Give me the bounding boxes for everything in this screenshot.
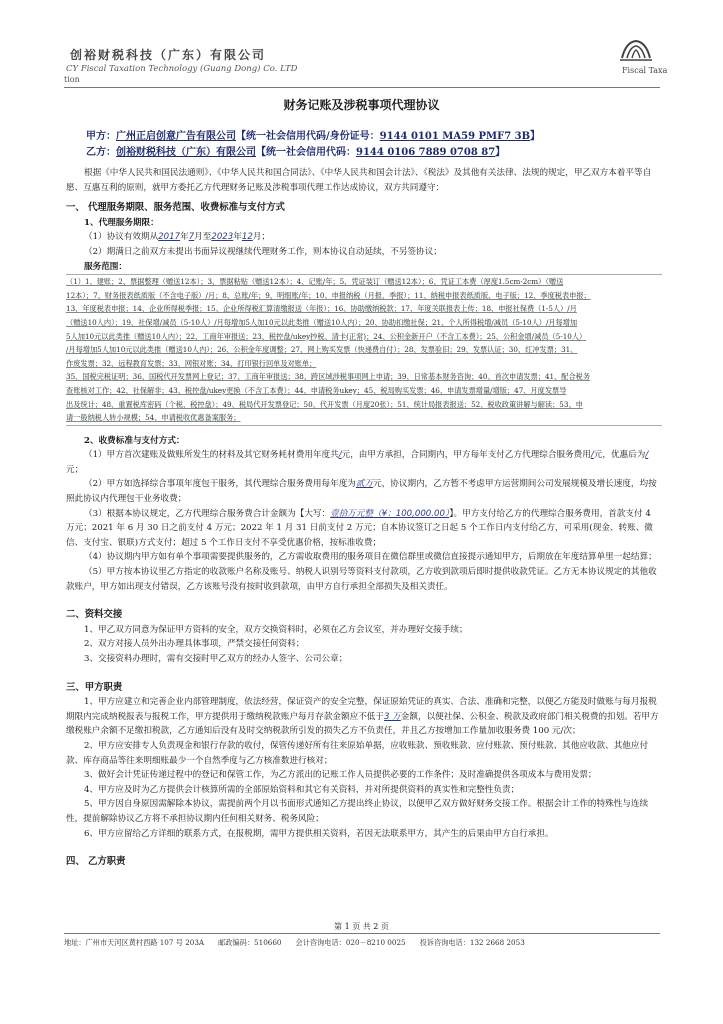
scope-line: 5人加10元以此类推（赠送10人内）；22、工商年审报送；23、税控盘/ukey抄税、清卡(正常)；24、公积金新开户（不含工本费）；25、公积金增/减员（5-10人） <box>66 331 587 341</box>
footer-divider <box>64 933 660 934</box>
annual-fee: 贰万 <box>355 479 374 490</box>
party-a-credit-label: 【统一社会信用代码/身份证号： <box>236 131 380 142</box>
footer <box>64 938 539 948</box>
party-b-credit-end: 】 <box>495 147 506 158</box>
scope-line: /月每增加5人加10元以此类推（赠送10人内）；26、公积金年度调整；27、网上购买发票（快递费自付）；28、发票验旧；29、发票认证；30、红冲发票；31、 <box>66 345 578 355</box>
fiscal-taxation-logo-icon <box>616 38 656 64</box>
footer-complaint-phone: 投诉咨询电话：132 2668 2053 <box>419 938 525 947</box>
party-a-duty: 5、甲方因自身原因需解除本协议，需提前两个月以书面形式通知乙方提出终止协议，以便甲乙双方做好财务交接工作。根据会计工作的特殊性与连续性，提前解除协议乙方将不承担协议期内任何相关财务、税务风险； <box>66 799 649 824</box>
header-company-en: CY Fiscal Taxation Technology (Guang Dong) Co. LTD <box>66 64 298 74</box>
scope-line: （1）1、建账；2、票据整理（赠送12本）；3、票据粘贴（赠送12本）；4、记账/年；5、凭证装订（赠送12本）；6、凭证工本费（厚度1.5cm-2cm）（赠送 <box>66 277 564 287</box>
party-a-label: 甲方： <box>86 131 116 142</box>
party-a-credit-end: 】 <box>530 131 541 142</box>
section-1-title: 一、 代理服务期限、服务范围、收费标准与支付方式 <box>66 202 285 214</box>
scope-line: 作废发票；32、远程教育发票；33、网银对账；34、打印银行回单及对账单； <box>66 358 317 368</box>
party-b-name: 创裕财税科技（广东）有限公司 <box>116 147 256 158</box>
section-2-title: 二、资料交接 <box>66 609 123 621</box>
term-line-1: （1）协议有效期从2017年7月至2023年12月； <box>84 232 270 243</box>
scope-line: （赠送10人内）；19、社保增/减员（5-10人）/月每增加5人加10元以此类推（赠送10人内）；20、协助扣缴社保；21、个人所得税增/减员（5-10人）/月每增加 <box>66 317 578 327</box>
scope-line: 出及统计；48、重置税库密码（个税、税控盘）；49、税局代开发票登记；50、代开发票（月度20张）；51、统计局报表报送；52、税收政策讲解与解读；53、申 <box>66 399 583 409</box>
party-a-duty: 3、做好会计凭证传递过程中的登记和保管工作，为乙方派出的记账工作人员提供必要的工作条件；及时准确提供各项成本与费用发票； <box>84 770 597 781</box>
party-b-line <box>86 143 505 158</box>
term-end-year: 2023 <box>211 232 234 243</box>
section-1-sub-1: 1、代理服务期限： <box>84 217 159 228</box>
document-body <box>66 166 662 870</box>
page-number: 第 1 页 共 2 页 <box>334 922 389 931</box>
handover-item: 2、双方对接人员外出办理具体事项，严禁交接任何资料； <box>84 639 305 650</box>
scope-line: 12本）；7、财务报表纸质版（不含电子版）/月；8、总账/年；9、明细账/年；10、申报纳税（月报、季报）；11、纳税申报表纸质版、电子版；12、季度税表申报； <box>66 290 591 300</box>
service-scope-list <box>66 274 662 426</box>
party-a-duty-1: 1、甲方应建立和完善企业内部管理制度，依法经营，保证资产的安全完整，保证原始凭证的真实、合法、准确和完整，以便乙方能及时做账与每月报税期限内完成纳税报表与报税工作，甲方提供用于缴纳税款账户每月存款金额应不低于3 万金额，以便社保、公积金、税款及政府部门相关税费的扣划。若甲方缴税账户余额不足缴扣税款，乙方通知后没有及时交纳税款所引发的损失乙方不负责任，并且乙方按增加工作量加收服务费 100 元/次； <box>66 697 659 737</box>
footer-postcode: 邮政编码：510660 <box>218 938 282 947</box>
party-a-line <box>86 127 540 142</box>
fee-clause-4: （4）协议期内甲方如有单个事项需要提供服务的，乙方需收取费用的服务项目在微信群里或微信直接提示通知甲方，后期放在年度结算单里一起结算； <box>84 552 657 563</box>
scope-line: 13、年度税表申报；14、企业所得税季报；15、企业所得税汇算清缴报送（年报）；16、协助缴纳税款；17、年度关联报表上传；18、申报社保费（1-5人）/月 <box>66 304 577 314</box>
term-start-year: 2017 <box>158 232 181 243</box>
party-a-duty: 2、甲方应安排专人负责现金和银行存款的收付，保管传递好所有往来原始单据，应收账款、预收账款、应付账款、预付账款、其他应收款、其他应付款、库存商品等往来明细账最少一个自然季度与乙方核准数进行核对； <box>66 740 649 766</box>
footer-phone: 会计咨询电话：020－8210 0025 <box>295 938 406 947</box>
party-a-name: 广州正启创意广告有限公司 <box>116 131 236 142</box>
document-title: 财务记账及涉税事项代理协议 <box>283 98 440 112</box>
preamble: 根据《中华人民共和国民法通则》、《中华人民共和国合同法》、《中华人民共和国会计法》、《税法》及其他有关法律、法规的规定，甲乙双方本着平等自愿、互惠互利的原则，就甲方委托乙方代理财务记账及涉税事项代理工作达成协议，双方共同遵守： <box>66 168 652 193</box>
party-a-duty: 6、甲方应留给乙方详细的联系方式，在报税期，需甲方提供相关资料，若因无法联系甲方，其产生的后果由甲方自行承担。 <box>84 828 554 839</box>
fee-clause-2: （2）甲方如选择综合事项年度包干服务，其代理综合服务费用每年度为贰万元，协议期内，乙方暂不考虑甲方运营期间公司发展规模及增长速度，均按照此协议内代理包干业务收费； <box>66 479 657 505</box>
party-a-credit-code: 9144 0101 MA59 PMF7 3B <box>379 131 531 142</box>
party-b-credit-code: 9144 0106 7889 0708 87 <box>356 147 496 158</box>
section-1-sub-2: 2、收费标准与支付方式： <box>84 435 185 446</box>
scope-line: 35、国税完税证明；36、国税代开发票网上登记；37、工商年审报送；38、跨区域涉税事项网上申请；39、日常基本财务咨询；40、首次申请发票；41、配合税务 <box>66 372 591 382</box>
service-scope-label: 服务范围： <box>84 261 127 272</box>
party-b-label: 乙方： <box>86 147 116 158</box>
total-fee: 壹拾万元整（¥：100,000.00） <box>330 508 450 519</box>
scope-line: 查账核对工作；42、社保解非；43、税控盘/ukey更换（不含工本费）；44、申请税务ukey；45、税局购买发票；46、申请发票增量/增版；47、月度发票导 <box>66 385 567 395</box>
header-company-en-cut: tion <box>64 75 80 84</box>
term-end-month: 12 <box>241 232 253 243</box>
party-b-credit-label: 【统一社会信用代码： <box>256 147 356 158</box>
term-start-month: 7 <box>188 232 195 243</box>
logo-text: Fiscal Taxa <box>622 66 668 75</box>
term-line-2: （2）期满日之前双方未提出书面异议视继续代理财务工作，则本协议自动延续，不另签协议； <box>84 246 442 257</box>
section-3-title: 三、甲方职责 <box>66 681 123 693</box>
handover-item: 3、交接资料办理时，需有交接时甲乙双方的经办人签字、公司公章； <box>84 654 348 664</box>
header-divider <box>64 87 660 88</box>
scope-line: 请一般纳税人转小规模；54、申请税收优惠备案服务； <box>66 413 241 423</box>
fee-clause-1: （1）甲方首次建账及做账所发生的材料及其它财务耗材费用年度共/元，由甲方承担，合同期内，甲方每年支付乙方代理综合服务费用/元，优惠后为/元； <box>66 450 649 475</box>
handover-item: 1、甲乙双方同意为保证甲方资料的安全，双方交换资料时，必须在乙方会议室，并办理好交接手续； <box>84 624 468 635</box>
min-balance: 3 万 <box>383 711 401 722</box>
fee-clause-5: （5）甲方按本协议里乙方指定的收款账户名称及账号、纳税人识别号等资料支付款项，乙方收到款项后即时提供收款凭证。乙方无本协议规定的其他收款账户，甲方如出现支付错误，乙方该账号没有按时收到款项，由甲方自行承担全部损失及相关责任。 <box>66 567 657 592</box>
footer-address: 地址：广州市天河区黄村西路 107 号 203A <box>64 938 205 947</box>
fee-clause-3: （3）根据本协议规定，乙方代理综合服务费合计金额为【大写：壹拾万元整（¥：100,000.00）】。甲方支付给乙方的代理综合服务费用，首款支付 4 万元；2021 年 6 月 30 日之前支付 4 万元；2022 年 1 月 31 日前支付 2 万元；自本协议签订之日起 5 个工作日内支付给乙方，可采用(现金、转账、微信、支付宝、银联)方式支付；超过 5 个工作日支付不享受优惠价格，按标准收费； <box>66 508 653 548</box>
section-4-title: 四、 乙方职责 <box>66 856 126 868</box>
party-a-duty: 4、甲方应及时为乙方提供会计核算所需的全部原始资料和其它有关资料，并对所提供资料的真实性和完整性负责； <box>84 784 520 795</box>
header-company-cn: 创裕财税科技（广东）有限公司 <box>70 48 267 62</box>
